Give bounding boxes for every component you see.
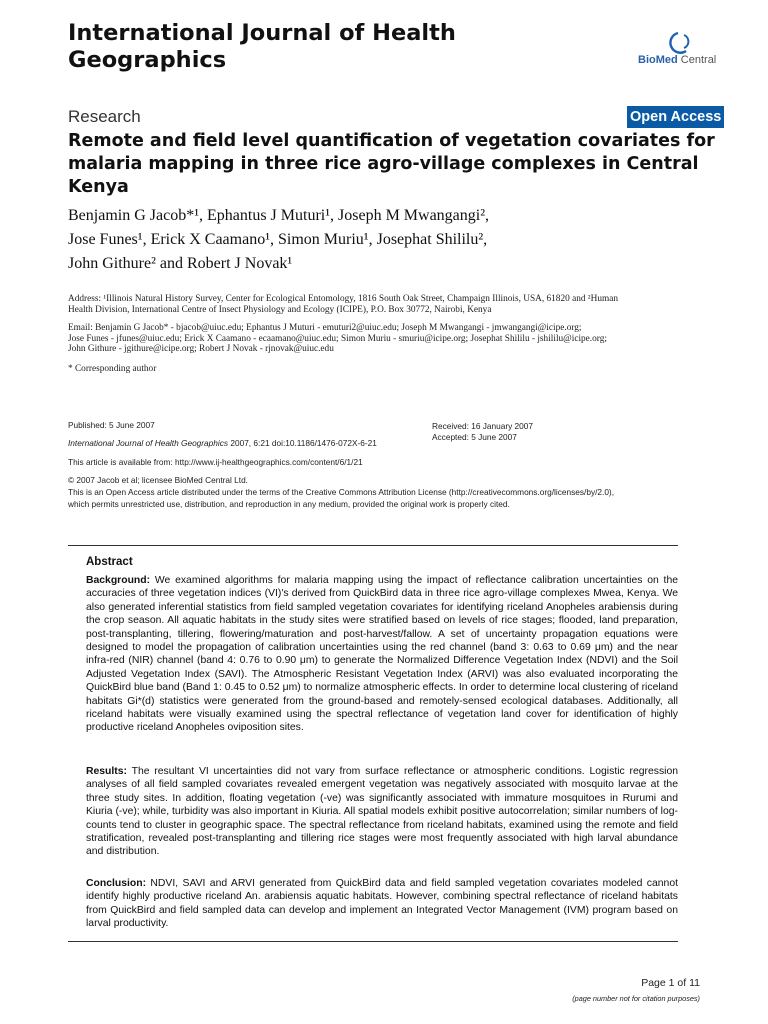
citation-journal: International Journal of Health Geographics [68,438,229,448]
background-text: We examined algorithms for malaria mapping using the impact of reflectance calibration uncertainties on the accuracies of three vegetation indices (VI)'s derived from QuickBird data in three rice agro-village complexes Mwea, Kenya. We also generated inferential statistics from field sampled vegetation covariates for identifying riceland Anopheles arabiensis during the crop season. All aquatic habitats in the study sites were stratified based on levels of rice stages; flooded, land preparation, post-transplanting, tillering, flowering/maturation and post-harvest/fallow. A set of uncertainty propagation equations were designed to model the propagation of calibration uncertainties using the red channel (band 3: 0.63 to 0.69 μm) and the near infra-red (NIR) channel (band 4: 0.76 to 0.90 μm) to generate the Normalized Difference Vegetation Index (NDVI) and the Soil Adjusted Vegetation Index (SAVI). The Atmospheric Resistant Vegetation Index (ARVI) was also evaluated incorporating the QuickBird blue band (Band 1: 0.45 to 0.52 μm) to normalize atmospheric effects. In order to determine local clustering of riceland habitats Gi*(d) statistics were generated from the ground-based and remotely-sensed ecological databases. Additionally, all riceland habitats were visually examined using the spectral reflectance of vegetation land cover for identification of highly productive riceland Anopheles oviposition sites. [86,575,678,734]
open-access-badge: Open Access [627,106,724,128]
citation [68,438,377,449]
biomed-logo-mark-icon [662,30,702,56]
affiliation-address [68,294,728,315]
abstract-heading: Abstract [86,556,133,568]
page-number: Page 1 of 11 [641,977,700,989]
abstract-conclusion [86,877,678,931]
author-line: Benjamin G Jacob*¹, Ephantus J Muturi¹, Joseph M Mwangangi², [68,207,490,224]
abstract-top-rule [68,545,678,546]
page-note: (page number not for citation purposes) [572,994,700,1003]
citation-details: 2007, 6:21 doi:10.1186/1476-072X-6-21 [228,438,377,448]
abstract-results [86,765,678,859]
journal-title: International Journal of Health Geographics [68,20,456,73]
biomed-logo-text: BioMed Central [638,54,717,66]
abstract-background [86,574,678,735]
email-line[interactable]: John Githure - jgithure@icipe.org; Robert J Novak - rjnovak@uiuc.edu [68,344,334,354]
author-line: John Githure² and Robert J Novak¹ [68,255,293,272]
abstract-bottom-rule [68,941,678,942]
results-text: The resultant VI uncertainties did not vary from surface reflectance or atmospheric conditions. Logistic regression analyses of all field sampled covariates revealed emergent vegetation was negatively associated with mosquito larvae at the three study sites. In addition, floating vegetation (-ve) was significantly associated with immature mosquitoes in Rurumi and Kiuria (-ve); while, turbidity was also important in Kiuria. All spatial models exhibit positive autocorrelation; similar numbers of log-counts tend to cluster in geographic space. The spectral reflectance from riceland habitats, examined using the remote and field stratification, revealed post-transplanting and tillering rice stages were most frequently associated with high larval abundance and distribution. [86,766,679,858]
conclusion-text: NDVI, SAVI and ARVI generated from QuickBird data and field sampled vegetation covariates modeled cannot identify highly productive riceland An. arabiensis aquatic habitats. However, combining spectral reflectance of riceland habitats from QuickBird and field sampled data can develop and implement an Integrated Vector Management (IVM) program based on larval productivity. [86,878,678,930]
author-list [68,204,728,276]
results-label: Results: [86,766,127,777]
accepted-date: Accepted: 5 June 2007 [432,432,517,442]
corresponding-author-note: * Corresponding author [68,364,157,374]
license-line[interactable]: This is an Open Access article distributed under the terms of the Creative Commons Attribution License (http://creativecommons.org/licenses/by/2.0), [68,487,614,497]
availability-link[interactable]: This article is available from: http://www.ij-healthgeographics.com/content/6/1/21 [68,457,363,467]
author-emails [68,323,728,355]
section-label: Research [68,107,141,126]
email-line[interactable]: Email: Benjamin G Jacob* - bjacob@uiuc.edu; Ephantus J Muturi - emuturi2@uiuc.edu; Joseph M Mwangangi - jmwangangi@icipe.org; [68,323,582,333]
received-date: Received: 16 January 2007 [432,421,534,431]
author-line: Jose Funes¹, Erick X Caamano¹, Simon Muriu¹, Josephat Shililu², [68,231,488,248]
biomed-central-logo [612,30,732,70]
article-title: Remote and field level quantification of vegetation covariates for malaria mapping in three rice agro-village complexes in Central Kenya [68,131,715,197]
background-label: Background: [86,575,151,586]
email-line[interactable]: Jose Funes - jfunes@uiuc.edu; Erick X Caamano - ecaamano@uiuc.edu; Simon Muriu - smuriu@icipe.org; Josephat Shililu - jshililu@icipe.org; [68,333,607,344]
address-line: Health Division, International Centre of Insect Physiology and Ecology (ICIPE), P.O. Box 30772, Nairobi, Kenya [68,304,492,315]
conclusion-label: Conclusion: [86,878,147,889]
address-line: Address: ¹Illinois Natural History Survey, Center for Ecological Entomology, 1816 South Oak Street, Champaign Illinois, USA, 61820 and ²Human [68,294,618,304]
license-line: which permits unrestricted use, distribution, and reproduction in any medium, provided the original work is properly cited. [68,499,510,509]
copyright-line: © 2007 Jacob et al; licensee BioMed Central Ltd. [68,475,248,485]
published-date: Published: 5 June 2007 [68,420,155,430]
